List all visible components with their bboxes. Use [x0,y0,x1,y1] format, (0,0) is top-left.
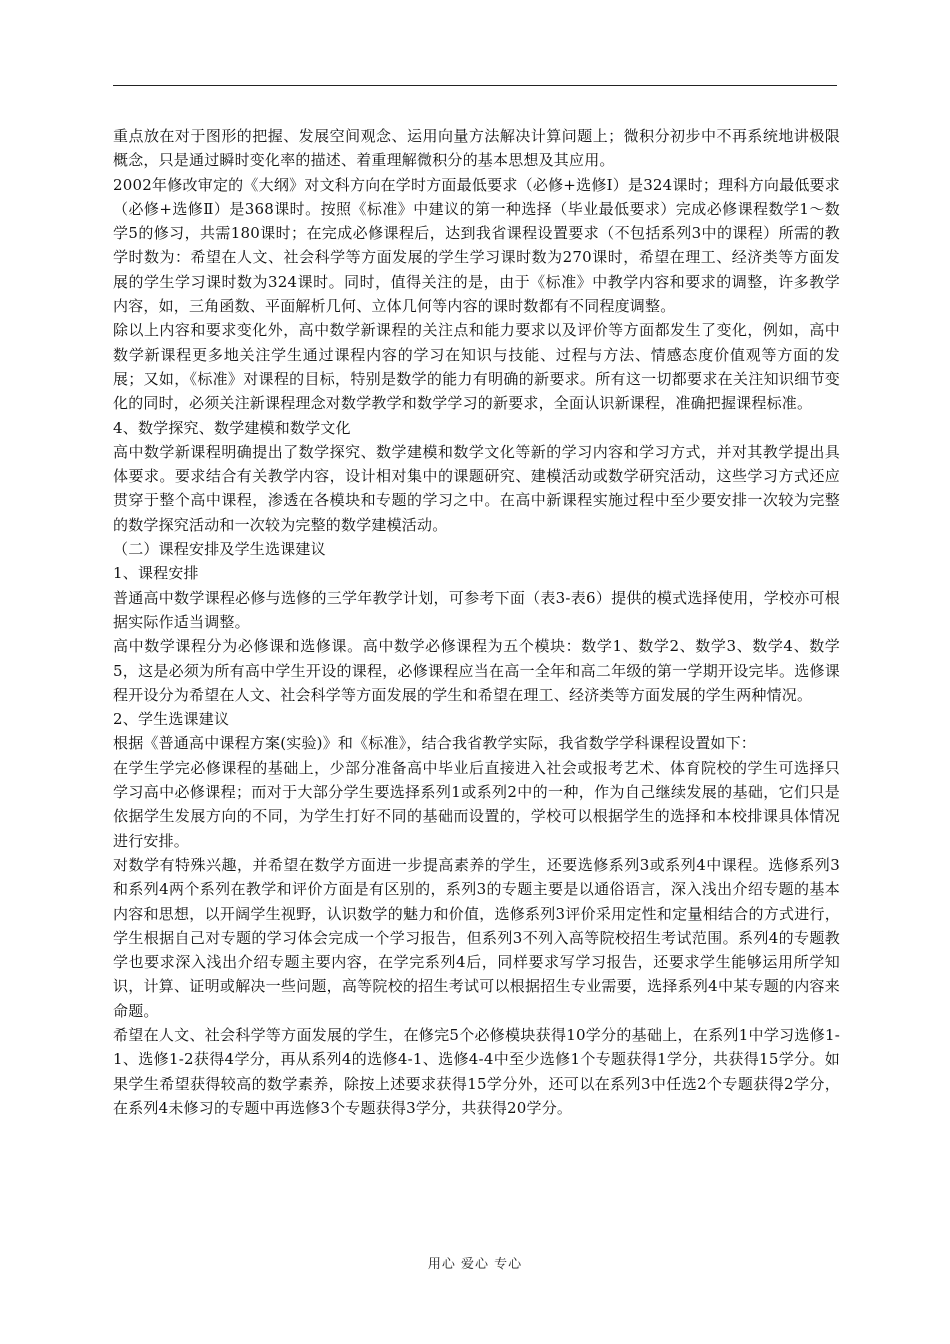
paragraph: 高中数学课程分为必修课和选修课。高中数学必修课程为五个模块：数学1、数学2、数学3、数学4、数学5，这是必须为所有高中学生开设的课程，必修课程应当在高一全年和高二年级的第一学期开设完毕。选修课程开设分为希望在人文、社会科学等方面发展的学生和希望在理工、经济类等方面发展的学生两种情况。 [113,637,840,704]
section-heading: 2、学生选课建议 [113,710,230,729]
section-heading: 4、数学探究、数学建模和数学文化 [113,418,351,437]
paragraph: 在学生学完必修课程的基础上，少部分准备高中毕业后直接进入社会或报考艺术、体育院校的学生可选择只学习高中必修课程；而对于大部分学生要选择系列1或系列2中的一种，作为自己继续发展的基础，它们只是依据学生发展方向的不同，为学生打好不同的基础而设置的，学校可以根据学生的选择和本校排课具体情况进行安排。 [113,758,840,850]
paragraph: 2002年修改审定的《大纲》对文科方向在学时方面最低要求（必修+选修Ⅰ）是324课时；理科方向最低要求（必修+选修Ⅱ）是368课时。按照《标准》中建议的第一种选择（毕业最低要求）完成必修课程数学1～数学5的修习，共需180课时；在完成必修课程后，达到我省课程设置要求（不包括系列3中的课程）所需的教学时数为：希望在人文、社会科学等方面发展的学生学习课时数为270课时，希望在理工、经济类等方面发展的学生学习课时数为324课时。同时，值得关注的是，由于《标准》中教学内容和要求的调整，许多教学内容，如，三角函数、平面解析几何、立体几何等内容的课时数都有不同程度调整。 [113,175,840,316]
page-footer: 用心 爱心 专心 [427,1257,523,1272]
paragraph: 对数学有特殊兴趣，并希望在数学方面进一步提高素养的学生，还要选修系列3或系列4中课程。选修系列3和系列4两个系列在教学和评价方面是有区别的，系列3的专题主要是以通俗语言，深入浅出介绍专题的基本内容和思想，以开阔学生视野，认识数学的魅力和价值，选修系列3评价采用定性和定量相结合的方式进行，学生根据自己对专题的学习体会完成一个学习报告，但系列3不列入高等院校招生考试范围。系列4的专题教学也要求深入浅出介绍专题主要内容，在学完系列4后，同样要求写学习报告，还要求学生能够运用所学知识，计算、证明或解决一些问题，高等院校的招生考试可以根据招生专业需要，选择系列4中某专题的内容来命题。 [113,855,840,1020]
paragraph: 根据《普通高中课程方案(实验)》和《标准》，结合我省教学实际，我省数学学科课程设置如下： [113,734,757,753]
paragraph: 除以上内容和要求变化外，高中数学新课程的关注点和能力要求以及评价等方面都发生了变化，例如，高中数学新课程更多地关注学生通过课程内容的学习在知识与技能、过程与方法、情感态度价值观等方面的发展；又如，《标准》对课程的目标，特别是数学的能力有明确的新要求。所有这一切都要求在关注知识细节变化的同时，必须关注新课程理念对数学教学和数学学习的新要求，全面认识新课程，准确把握课程标准。 [113,321,840,413]
paragraph: 希望在人文、社会科学等方面发展的学生，在修完5个必修模块获得10学分的基础上，在系列1中学习选修1-1、选修1-2获得4学分，再从系列4的选修4-1、选修4-4中至少选修1个专题获得1学分，共获得15学分。如果学生希望获得较高的数学素养，除按上述要求获得15学分外，还可以在系列3中任选2个专题获得2学分，在系列4未修习的专题中再选修3个专题获得3学分，共获得20学分。 [113,1025,840,1117]
header-rule [113,85,837,86]
section-heading: 1、课程安排 [113,564,199,583]
paragraph: 普通高中数学课程必修与选修的三学年教学计划，可参考下面（表3-表6）提供的模式选择使用，学校亦可根据实际作适当调整。 [113,588,840,631]
paragraph: 重点放在对于图形的把握、发展空间观念、运用向量方法解决计算问题上；微积分初步中不再系统地讲极限概念，只是通过瞬时变化率的描述、着重理解微积分的基本思想及其应用。 [113,127,840,170]
paragraph: 高中数学新课程明确提出了数学探究、数学建模和数学文化等新的学习内容和学习方式，并对其教学提出具体要求。要求结合有关教学内容，设计相对集中的课题研究、建模活动或数学研究活动，这些学习方式还应贯穿于整个高中课程，渗透在各模块和专题的学习之中。在高中新课程实施过程中至少要安排一次较为完整的数学探究活动和一次较为完整的数学建模活动。 [113,442,840,534]
document-body [113,124,840,1120]
section-heading: （二）课程安排及学生选课建议 [113,540,326,559]
